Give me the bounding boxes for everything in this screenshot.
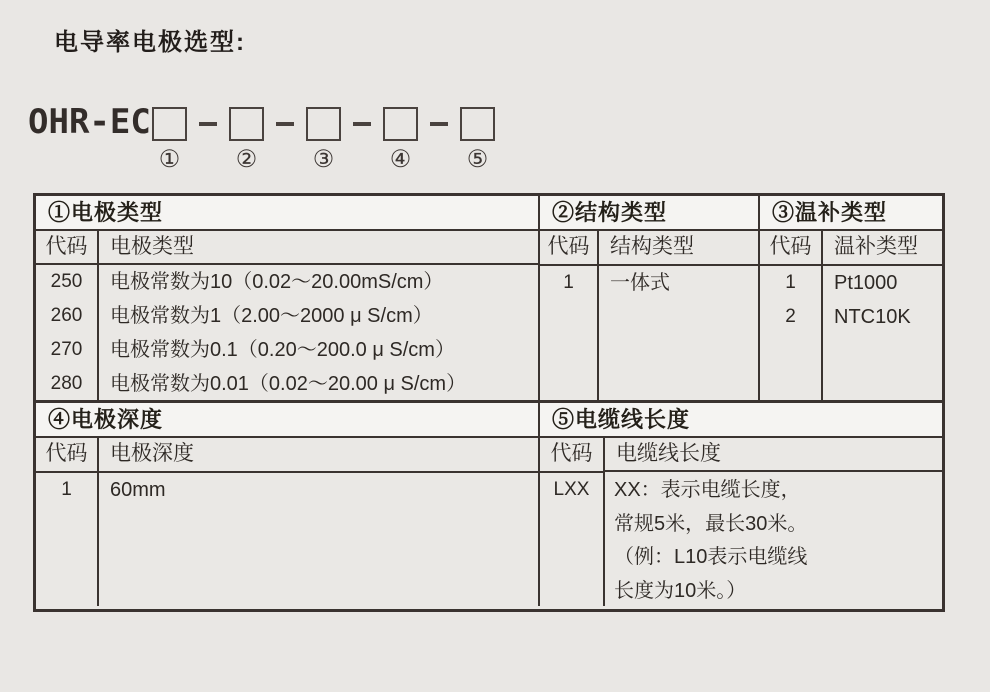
- model-code-box-4: [383, 107, 418, 141]
- table-row-code: 1: [785, 272, 796, 293]
- cable-length-header: ⑤电缆线长度: [540, 403, 942, 438]
- table-row-code: 270: [50, 339, 83, 360]
- table-row-value: 60mm: [110, 479, 166, 501]
- description-line: 常规5米，最长30米。: [614, 512, 808, 535]
- position-marker-2: ②: [235, 147, 258, 173]
- cable-length-code-column: [540, 438, 605, 606]
- position-marker-1: ①: [158, 147, 181, 173]
- code-column-header: 代码: [760, 231, 821, 266]
- table-row-code: 250: [50, 271, 83, 292]
- code-column-header: 代码: [540, 231, 597, 266]
- table-row-value: 电极常数为0.01（0.02～20.00 μ S/cm）: [110, 373, 467, 395]
- temp-comp-type-table: [760, 196, 942, 400]
- electrode-depth-value-column: [99, 438, 538, 606]
- dash-separator: [353, 122, 371, 126]
- structure-type-value-column: [599, 231, 758, 400]
- code-column-header: 代码: [36, 231, 97, 265]
- code-column-header: 代码: [540, 438, 603, 473]
- table-row-value: 电极常数为1（2.00～2000 μ S/cm）: [110, 305, 433, 327]
- electrode-depth-code-column: [36, 438, 99, 606]
- table-row-value: 电极常数为10（0.02～20.00mS/cm）: [110, 271, 444, 293]
- position-marker-3: ③: [312, 147, 335, 173]
- description-line: 长度为10米。）: [614, 579, 747, 602]
- temp-comp-type-header: ③温补类型: [760, 196, 942, 231]
- electrode-type-code-column: [36, 231, 99, 400]
- table-row-code: LXX: [553, 479, 590, 500]
- electrode-type-value-column: [99, 231, 538, 400]
- electrode-depth-table: [36, 403, 540, 606]
- table-row-code: 260: [50, 305, 83, 326]
- selection-spec-table: [33, 193, 945, 612]
- electrode-depth-header: ④电极深度: [36, 403, 538, 438]
- description-line: （例：L10表示电缆线: [614, 546, 808, 568]
- electrode-type-header: ①电极类型: [36, 196, 538, 231]
- value-column-header: 温补类型: [823, 231, 942, 266]
- page-title: 电导率电极选型:: [54, 29, 246, 56]
- table-row-value: Pt1000: [834, 272, 898, 294]
- table-row-code: 1: [563, 272, 574, 293]
- position-marker-5: ⑤: [466, 147, 489, 173]
- value-column-header: 电极深度: [99, 438, 538, 473]
- table-row-value: 电极常数为0.1（0.20～200.0 μ S/cm）: [110, 339, 455, 361]
- temp-comp-value-column: [823, 231, 942, 400]
- dash-separator: [199, 122, 217, 126]
- code-column-header: 代码: [36, 438, 97, 473]
- cable-length-table: [540, 403, 942, 606]
- cable-length-value-column: [605, 438, 942, 606]
- value-column-header: 结构类型: [599, 231, 758, 266]
- structure-type-table: [540, 196, 760, 400]
- description-line: XX：表示电缆长度，: [614, 479, 801, 501]
- table-row-value: NTC10K: [834, 306, 911, 328]
- table-row-code: 280: [50, 373, 83, 394]
- lower-section: [36, 400, 942, 606]
- model-code-prefix: OHR-EC: [28, 102, 151, 142]
- model-code-box-5: [460, 107, 495, 141]
- structure-type-code-column: [540, 231, 599, 400]
- model-code-box-1: [152, 107, 187, 141]
- cable-length-description: [605, 472, 942, 608]
- position-marker-4: ④: [389, 147, 412, 173]
- upper-section: [36, 196, 942, 400]
- dash-separator: [430, 122, 448, 126]
- model-code-box-3: [306, 107, 341, 141]
- table-row-value: 一体式: [610, 272, 670, 294]
- value-column-header: 电极类型: [99, 231, 538, 265]
- structure-type-header: ②结构类型: [540, 196, 758, 231]
- temp-comp-code-column: [760, 231, 823, 400]
- model-code-box-2: [229, 107, 264, 141]
- value-column-header: 电缆线长度: [605, 438, 942, 472]
- electrode-type-table: [36, 196, 540, 400]
- dash-separator: [276, 122, 294, 126]
- table-row-code: 2: [785, 306, 796, 327]
- table-row-code: 1: [61, 479, 72, 500]
